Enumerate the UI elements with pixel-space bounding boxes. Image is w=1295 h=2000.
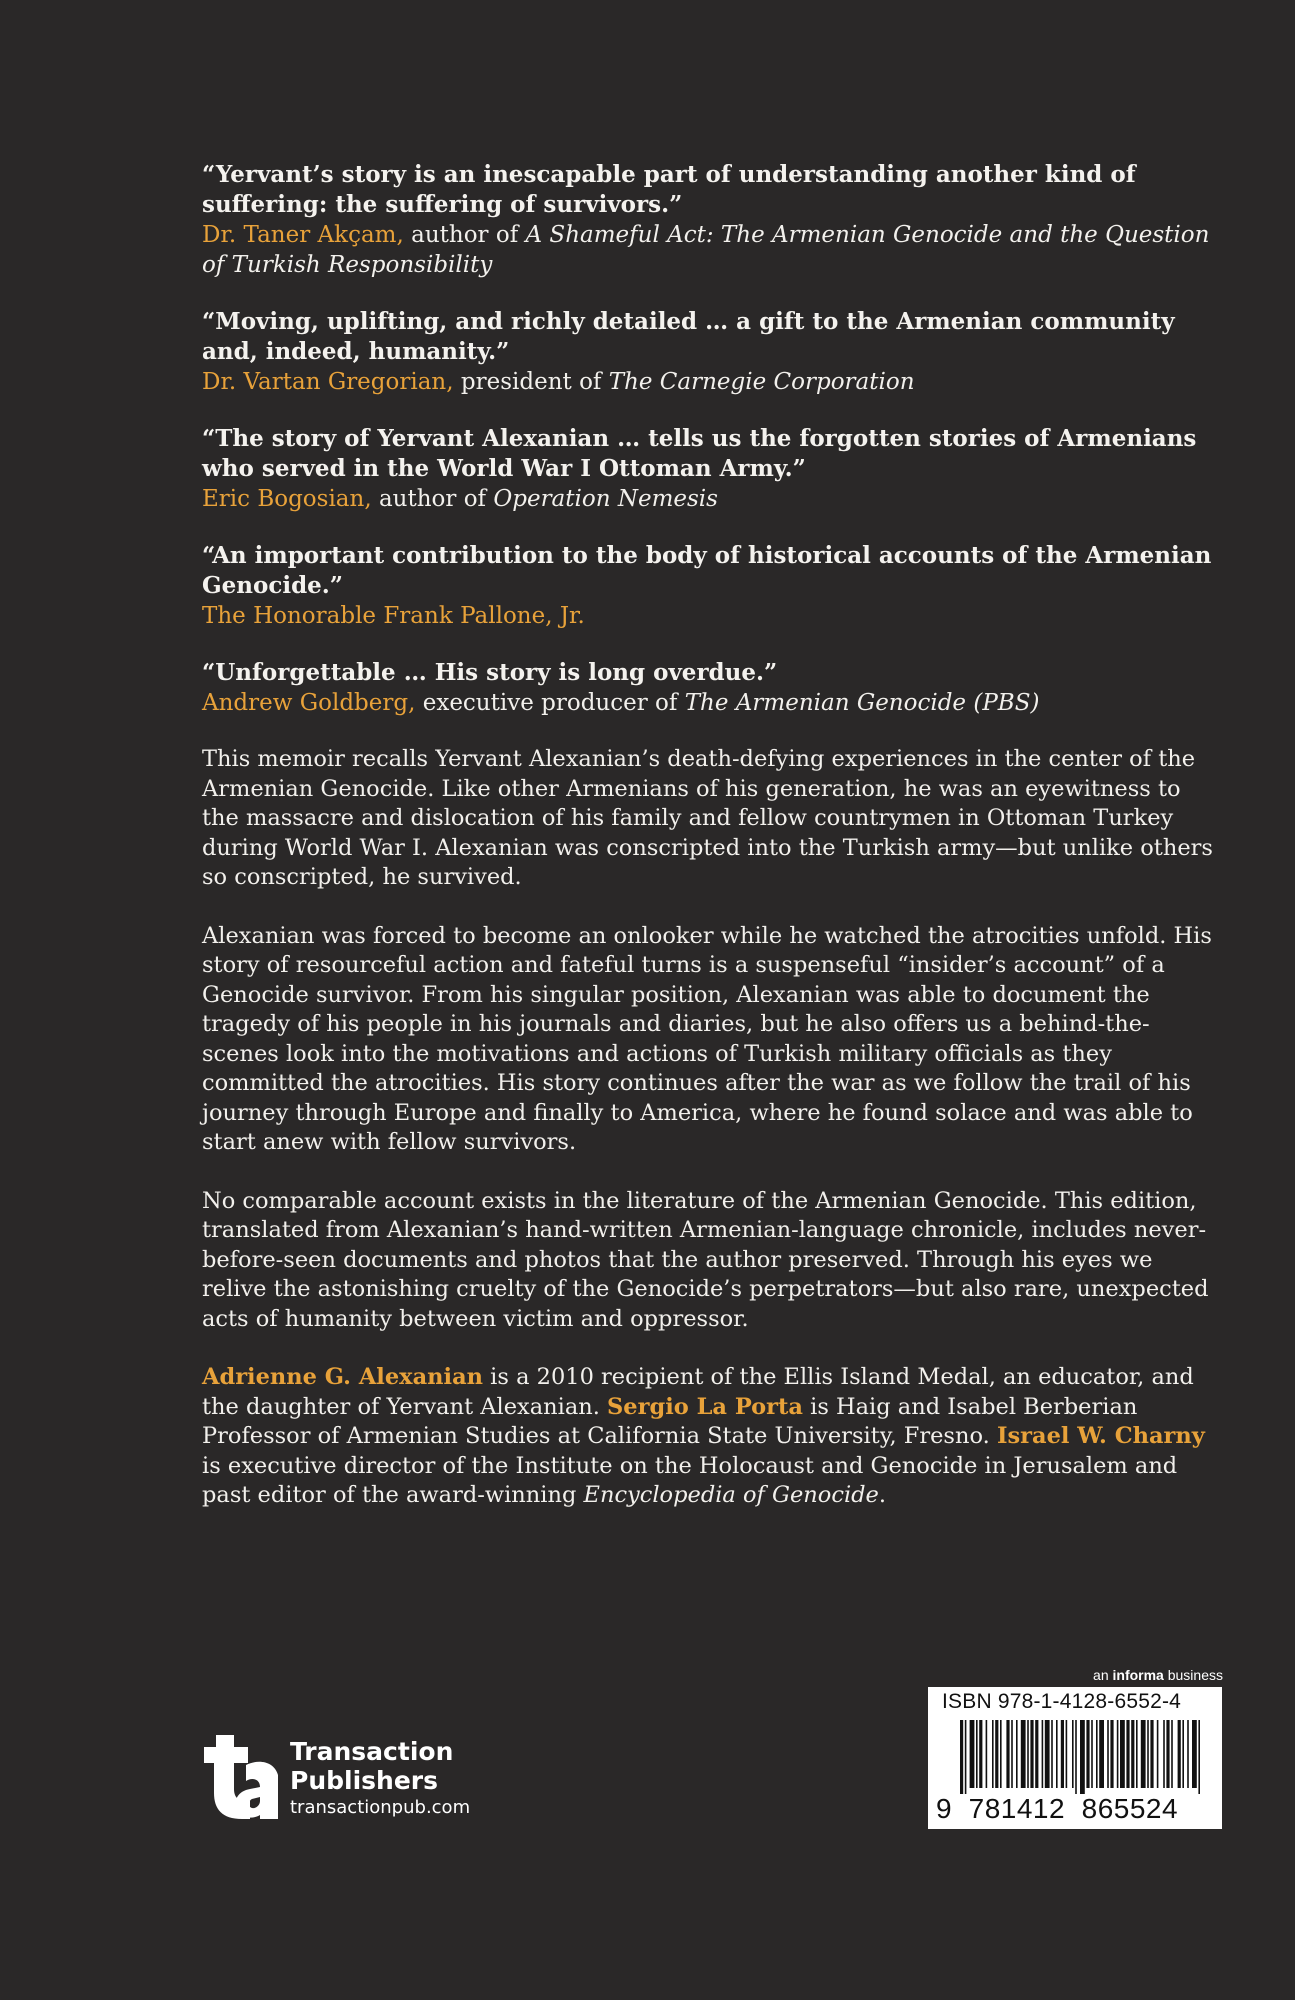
barcode-bar bbox=[1182, 1720, 1184, 1788]
barcode-bar bbox=[1011, 1720, 1013, 1788]
barcode-digits: 9 781412 865524 bbox=[936, 1793, 1179, 1824]
description-paragraph: Alexanian was forced to become an onlooker while he watched the atrocities unfold. His story of resourceful action and fateful turns is a suspenseful “insider’s account” of a Genocide survivor. From his singular position, Alexanian was able to document the tragedy of his people in his journals and diaries, but he also offers us a behind-the-scenes look into the motivations and actions of Turkish military officials as they committed the atrocities. His story continues after the war as we follow the trail of his journey through Europe and finally to America, where he found solace and was able to start anew with fellow survivors. bbox=[202, 922, 1212, 1155]
blurb-attribution bbox=[202, 688, 1222, 718]
barcode-bar bbox=[1021, 1720, 1026, 1788]
blurb-role: author of bbox=[371, 486, 494, 512]
barcode-bar bbox=[1066, 1720, 1068, 1788]
barcode-bar bbox=[1198, 1720, 1200, 1794]
blurb-work: Operation Nemesis bbox=[493, 486, 718, 512]
barcode-bar bbox=[1091, 1720, 1093, 1788]
blurb-attribution bbox=[202, 601, 1222, 631]
barcode-bar bbox=[1166, 1720, 1169, 1788]
barcode-bar bbox=[1096, 1720, 1098, 1788]
barcode-bar bbox=[1126, 1720, 1129, 1788]
blurb-quote: “An important contribution to the body of historical accounts of the Armenian Genocide.” bbox=[202, 542, 1212, 599]
barcode-bar bbox=[1141, 1720, 1146, 1788]
barcode-bar bbox=[1045, 1720, 1050, 1788]
publisher-url: transactionpub.com bbox=[290, 1797, 471, 1818]
blurb-akcam bbox=[202, 160, 1222, 280]
barcode-bar bbox=[970, 1720, 975, 1788]
bio-author-name: Sergio La Porta bbox=[607, 1393, 803, 1420]
bio-end: . bbox=[878, 1482, 887, 1508]
barcode-bar bbox=[965, 1720, 967, 1794]
blurb-work: The Carnegie Corporation bbox=[608, 369, 915, 395]
blurb-quote: “Unforgettable … His story is long overdue.” bbox=[202, 659, 778, 686]
blurb-role: president of bbox=[453, 369, 609, 395]
barcode-bar bbox=[1075, 1720, 1077, 1794]
barcode-bar bbox=[1027, 1720, 1029, 1788]
description-paragraph: This memoir recalls Yervant Alexanian’s death-defying experiences in the center of the Armenian Genocide. Like other Armenians of his generation, he was an eyewitness to the massacre and dislocation of his family and fellow countrymen in Ottoman Turkey during World War I. Alexanian was conscripted into the Turkish army—but unlike others so conscripted, he survived. bbox=[202, 746, 1213, 890]
barcode-bar bbox=[1086, 1720, 1089, 1788]
barcode-bar bbox=[986, 1720, 988, 1788]
barcode-bar bbox=[1000, 1720, 1002, 1788]
barcode-bar bbox=[1080, 1720, 1085, 1794]
barcode-bar bbox=[979, 1720, 982, 1788]
informa-brand: informa bbox=[1112, 1667, 1164, 1683]
bio-author-name: Israel W. Charny bbox=[996, 1423, 1205, 1449]
barcode-bar bbox=[995, 1720, 998, 1788]
barcode-bar bbox=[1136, 1720, 1138, 1788]
barcode-bar bbox=[1099, 1720, 1104, 1788]
barcode-bar bbox=[976, 1720, 978, 1788]
barcode-icon bbox=[960, 1720, 1200, 1794]
barcode-bar bbox=[1178, 1720, 1181, 1788]
barcode-bar bbox=[1035, 1720, 1038, 1788]
blurb-work: A Shameful Act: The Armenian Genocide and the Question of Turkish Responsibility bbox=[202, 222, 1210, 278]
blurb-role: author of bbox=[403, 222, 526, 248]
blurb-goldberg bbox=[202, 658, 1222, 718]
blurb-name: Andrew Goldberg, bbox=[202, 690, 416, 716]
publisher-name: Transaction Publishers bbox=[290, 1737, 454, 1795]
author-bio bbox=[202, 1363, 1222, 1511]
barcode-bar bbox=[1147, 1720, 1149, 1788]
blurb-quote: “The story of Yervant Alexanian … tells us the forgotten stories of Armenians who served in the World War I Ottoman Army.” bbox=[202, 425, 1197, 482]
informa-tagline bbox=[1093, 1667, 1223, 1683]
barcode-bar bbox=[1120, 1720, 1125, 1788]
bio-text: is executive director of the Institute on the Holocaust and Genocide in Jerusalem and past editor of the award-winning bbox=[202, 1452, 1178, 1508]
publisher-block bbox=[202, 1733, 502, 1823]
blurb-work: The Armenian Genocide (PBS) bbox=[684, 690, 1040, 716]
barcode-bar bbox=[1056, 1720, 1058, 1788]
barcode-bar bbox=[1061, 1720, 1064, 1788]
barcode-bar bbox=[960, 1720, 963, 1794]
blurb-attribution bbox=[202, 220, 1222, 280]
blurb-attribution bbox=[202, 484, 1222, 514]
blurb-bogosian bbox=[202, 424, 1222, 514]
informa-prefix: an bbox=[1093, 1667, 1113, 1683]
description-paragraph: No comparable account exists in the literature of the Armenian Genocide. This edition, translated from Alexanian’s hand-written Armenian-language chronicle, includes never-before-seen documents and photos that the author preserved. Through his eyes we relive the astonishing cruelty of the Genocide’s perpetrators—but also rare, unexpected acts of humanity between victim and oppressor. bbox=[202, 1187, 1209, 1332]
bio-work: Encyclopedia of Genocide bbox=[583, 1482, 879, 1508]
barcode-bar bbox=[1072, 1720, 1074, 1788]
blurb-name: Dr. Taner Akçam, bbox=[202, 222, 404, 248]
blurb-name: Eric Bogosian, bbox=[202, 486, 372, 512]
isbn-label: ISBN 978-1-4128-6552-4 bbox=[942, 1690, 1182, 1713]
barcode-bar bbox=[1051, 1720, 1053, 1788]
bio-text: is a 2010 recipient of the Ellis Island Medal, an educator, and the daughter of Yervant Alexanian. bbox=[202, 1364, 1194, 1420]
back-cover-text bbox=[202, 160, 1222, 1540]
blurb-attribution bbox=[202, 367, 1222, 397]
barcode-bar bbox=[1157, 1720, 1159, 1788]
barcode-bar bbox=[1171, 1720, 1173, 1788]
blurb-name: Dr. Vartan Gregorian, bbox=[202, 369, 454, 395]
barcode-bar bbox=[1006, 1720, 1009, 1788]
blurb-role: executive producer of bbox=[415, 690, 685, 716]
barcode-bar bbox=[1150, 1720, 1153, 1788]
blurb-name: The Honorable Frank Pallone, Jr. bbox=[202, 603, 585, 629]
blurb-gregorian bbox=[202, 307, 1222, 397]
blurb-pallone bbox=[202, 541, 1222, 631]
barcode-bar bbox=[1110, 1720, 1113, 1788]
barcode-bar bbox=[1192, 1720, 1197, 1788]
barcode-bar bbox=[1117, 1720, 1119, 1788]
barcode-bar bbox=[1030, 1720, 1033, 1788]
barcode-bar bbox=[1042, 1720, 1044, 1788]
blurb-quote: “Yervant’s story is an inescapable part of understanding another kind of suffering: the suffering of survivors.” bbox=[202, 161, 1136, 218]
barcode-bar bbox=[992, 1720, 994, 1788]
informa-suffix: business bbox=[1163, 1667, 1223, 1683]
barcode-bar bbox=[1131, 1720, 1134, 1788]
isbn-barcode bbox=[928, 1687, 1222, 1829]
ta-logo-icon bbox=[202, 1735, 280, 1819]
barcode-bar bbox=[1163, 1720, 1165, 1788]
bio-author-name: Adrienne G. Alexanian bbox=[202, 1364, 484, 1390]
bio-text: is Haig and Isabel Berberian Professor of Armenian Studies at California State University, Fresno. bbox=[202, 1393, 1138, 1449]
barcode-bar bbox=[1107, 1720, 1109, 1788]
barcode-bar bbox=[1187, 1720, 1189, 1788]
barcode-bar bbox=[1016, 1720, 1018, 1788]
blurb-quote: “Moving, uplifting, and richly detailed … a gift to the Armenian community and, indeed, humanity.” bbox=[202, 308, 1175, 365]
